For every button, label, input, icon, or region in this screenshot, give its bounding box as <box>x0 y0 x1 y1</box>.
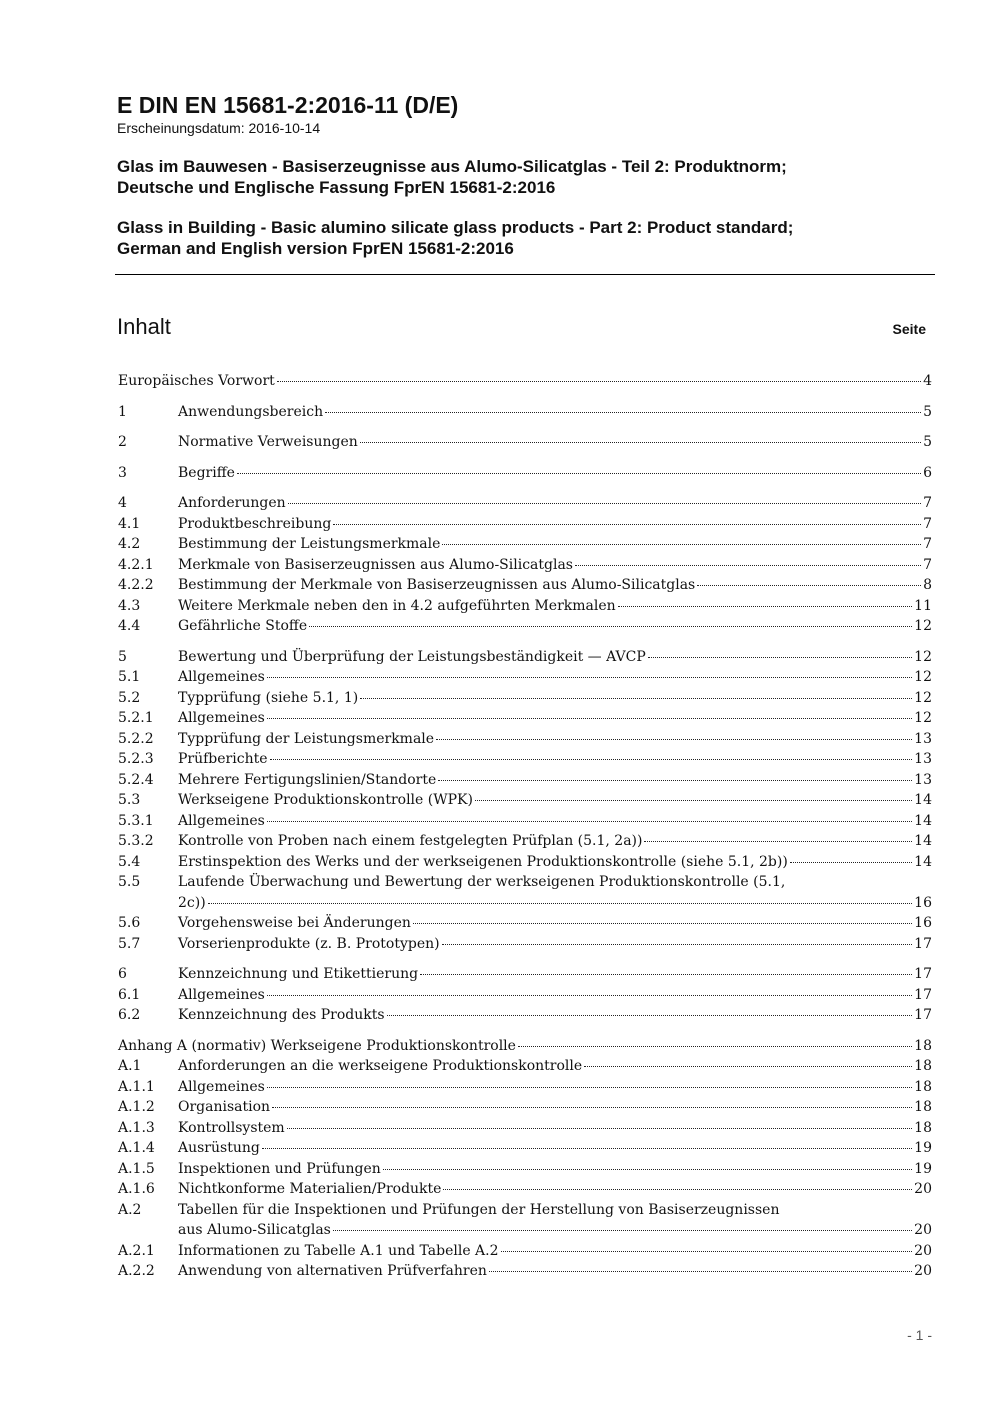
toc-entry[interactable] <box>118 432 932 453</box>
toc-entry-title <box>178 688 932 709</box>
toc-entry[interactable] <box>118 749 932 770</box>
toc-entry[interactable] <box>118 1261 932 1282</box>
toc-entry-title-text: Inspektionen und Prüfungen <box>178 1160 381 1177</box>
toc-entry-title-text: Kennzeichnung und Etikettierung <box>178 966 419 982</box>
toc-entry-title-text: Erstinspektion des Werks und der werkseigenen Produktionskontrolle (siehe 5.1, 2b)) <box>178 853 788 870</box>
toc-entry-title-text: Nichtkonforme Materialien/Produkte <box>178 1181 442 1197</box>
toc-entry-number: A.1.4 <box>118 1140 155 1156</box>
toc-entry-page: 18 <box>914 1119 932 1136</box>
toc-entry-page: 13 <box>914 771 932 788</box>
document-header <box>117 90 934 259</box>
toc-entry-page: 4 <box>923 373 932 389</box>
toc-entry[interactable] <box>118 402 932 423</box>
toc-entry-title-text: Werkseigene Produktionskontrolle (WPK) <box>178 792 473 808</box>
dot-leader <box>518 1046 912 1047</box>
dot-leader <box>267 995 912 996</box>
toc-entry-title <box>178 913 932 934</box>
title-german <box>117 156 934 198</box>
dot-leader <box>360 442 921 443</box>
toc-entry[interactable] <box>118 1005 932 1026</box>
toc-entry-number: 5.2.2 <box>118 730 154 747</box>
toc-entry-number: 4.4 <box>118 618 141 634</box>
toc-entry-number: 5 <box>118 648 127 665</box>
toc-entry[interactable] <box>118 534 932 555</box>
toc-entry[interactable] <box>118 1159 932 1180</box>
dot-leader <box>489 1271 912 1272</box>
toc-entry-title <box>178 1118 932 1139</box>
toc-entry-title-text: Anwendung von alternativen Prüfverfahren <box>178 1263 487 1279</box>
toc-entry[interactable] <box>118 811 932 832</box>
toc-entry-title-text: Allgemeines <box>178 812 265 829</box>
toc-entry-title-text: Kontrollsystem <box>178 1119 285 1136</box>
toc-entry[interactable] <box>118 647 932 668</box>
toc-entry-title <box>178 770 932 791</box>
toc-entry-number: 3 <box>118 464 127 481</box>
dot-leader <box>309 626 912 627</box>
dot-leader <box>267 821 912 822</box>
toc-entry-title <box>178 749 932 770</box>
toc-entry-title-text: Anhang A (normativ) Werkseigene Produktionskontrolle <box>118 1037 516 1054</box>
toc-entry-title-text: Prüfberichte <box>178 751 268 767</box>
toc-entry[interactable] <box>118 1056 932 1077</box>
dot-leader <box>413 923 912 924</box>
dot-leader <box>267 677 912 678</box>
toc-entry-title <box>178 852 932 873</box>
toc-entry-title <box>178 667 932 688</box>
toc-entry-page: 18 <box>914 1099 932 1115</box>
toc-entry-page: 17 <box>914 935 932 952</box>
toc-entry-number: 2 <box>118 434 127 450</box>
toc-entry-title-text: Vorgehensweise bei Änderungen <box>178 915 411 931</box>
toc-entry-title-text: Anforderungen <box>178 495 286 511</box>
dot-leader <box>697 585 921 586</box>
dot-leader <box>644 841 912 842</box>
dot-leader <box>420 974 912 975</box>
toc-entry-title-text: Mehrere Fertigungslinien/Standorte <box>178 771 437 788</box>
dot-leader <box>267 1087 912 1088</box>
toc-heading: Inhalt <box>117 314 171 339</box>
toc-entry-number: 4.2.1 <box>118 556 154 573</box>
toc-entry[interactable] <box>118 1097 932 1118</box>
toc-entry-page: 7 <box>923 556 932 573</box>
toc-entry-title <box>178 708 932 729</box>
toc-entry-title-line-1: Laufende Überwachung und Bewertung der werkseigenen Produktionskontrolle (5.1, <box>178 874 786 890</box>
toc-entry-title-text: Kontrolle von Proben nach einem festgelegten Prüfplan (5.1, 2a)) <box>178 833 643 849</box>
dot-leader <box>288 503 921 504</box>
table-of-contents <box>118 371 932 1282</box>
toc-entry-number: 5.3.1 <box>118 812 154 829</box>
dot-leader <box>272 1107 912 1108</box>
toc-entry-page: 18 <box>914 1037 932 1054</box>
dot-leader <box>270 759 913 760</box>
toc-entry-number: A.1.5 <box>118 1160 155 1177</box>
toc-entry-page: 14 <box>914 853 932 870</box>
toc-entry-page: 20 <box>914 1263 932 1279</box>
toc-entry-title-text: Organisation <box>178 1099 271 1115</box>
toc-entry-title <box>178 811 932 832</box>
toc-entry-number: 4.1 <box>118 515 141 532</box>
toc-entry-page: 7 <box>923 536 932 552</box>
toc-entry-number: A.2.2 <box>118 1263 155 1279</box>
toc-entry-title-text: Bestimmung der Leistungsmerkmale <box>178 536 441 552</box>
toc-entry-number: A.1.6 <box>118 1181 155 1197</box>
toc-entry-title-text: Typprüfung (siehe 5.1, 1) <box>178 689 359 706</box>
toc-entry-title-text: Allgemeines <box>178 669 265 685</box>
toc-entry-number: 5.7 <box>118 935 141 952</box>
toc-entry-number: 4.3 <box>118 597 141 614</box>
toc-entry-page: 13 <box>914 730 932 747</box>
dot-leader <box>208 903 913 904</box>
toc-entry-page: 17 <box>914 1007 932 1023</box>
toc-entry-title-text: Allgemeines <box>178 710 265 726</box>
toc-entry-title <box>178 831 932 852</box>
toc-entry-title-text: Allgemeines <box>178 1078 265 1095</box>
toc-entry-number: 1 <box>118 403 127 420</box>
toc-entry-title <box>178 1241 932 1262</box>
dot-leader <box>618 606 913 607</box>
toc-entry-title <box>178 872 932 913</box>
toc-entry[interactable] <box>118 596 932 617</box>
dot-leader <box>501 1251 913 1252</box>
toc-entry-number: 4.2.2 <box>118 577 154 593</box>
toc-entry-number: 6.1 <box>118 986 141 1003</box>
toc-entry-page: 12 <box>914 648 932 665</box>
dot-leader <box>438 780 912 781</box>
toc-entry-page: 20 <box>914 1242 932 1259</box>
toc-entry-page: 5 <box>923 434 932 450</box>
title-german-line-1: Glas im Bauwesen - Basiserzeugnisse aus Alumo-Silicatglas - Teil 2: Produktnorm; <box>117 157 787 176</box>
toc-entry-page: 20 <box>914 1181 932 1197</box>
toc-entry-title <box>178 616 932 637</box>
dot-leader <box>790 862 912 863</box>
toc-entry-number: A.2 <box>118 1201 142 1218</box>
toc-entry-page: 18 <box>914 1078 932 1095</box>
toc-entry[interactable] <box>118 575 932 596</box>
toc-entry-title <box>178 534 932 555</box>
toc-entry-page: 17 <box>914 966 932 982</box>
toc-entry[interactable] <box>118 371 932 392</box>
toc-entry-title-line-2: 2c)) <box>178 894 206 911</box>
toc-entry-title-text: Anwendungsbereich <box>178 403 324 420</box>
toc-entry-page: 5 <box>923 403 932 420</box>
toc-entry-page: 17 <box>914 986 932 1003</box>
toc-entry-number: A.2.1 <box>118 1242 155 1259</box>
dot-leader <box>475 800 912 801</box>
toc-entry-title <box>178 1077 932 1098</box>
toc-entry-title <box>178 432 932 453</box>
toc-entry-title-text: Anforderungen an die werkseigene Produktionskontrolle <box>178 1058 583 1074</box>
toc-entry[interactable] <box>118 1200 932 1241</box>
toc-entry-title <box>178 934 932 955</box>
toc-entry-number: A.1 <box>118 1058 142 1074</box>
toc-entry-number: A.1.3 <box>118 1119 155 1136</box>
dot-leader <box>325 412 921 413</box>
toc-entry[interactable] <box>118 770 932 791</box>
toc-entry[interactable] <box>118 1179 932 1200</box>
toc-entry-title <box>178 1097 932 1118</box>
toc-entry-title-text: Weitere Merkmale neben den in 4.2 aufgeführten Merkmalen <box>178 597 616 614</box>
toc-entry-number: 6.2 <box>118 1007 141 1023</box>
toc-entry-title-text: Produktbeschreibung <box>178 515 332 532</box>
toc-entry-title <box>178 1200 932 1241</box>
page-number: - 1 - <box>907 1327 932 1343</box>
toc-entry[interactable] <box>118 555 932 576</box>
toc-entry[interactable] <box>118 729 932 750</box>
dot-leader <box>436 739 912 740</box>
toc-entry-title-text: Informationen zu Tabelle A.1 und Tabelle A.2 <box>178 1242 499 1259</box>
toc-entry[interactable] <box>118 852 932 873</box>
toc-entry-number: 5.6 <box>118 915 141 931</box>
toc-entry-page: 18 <box>914 1058 932 1074</box>
toc-entry[interactable] <box>118 831 932 852</box>
dot-leader <box>262 1148 912 1149</box>
toc-entry-page: 6 <box>923 464 932 481</box>
toc-entry-title-text: Gefährliche Stoffe <box>178 618 308 634</box>
toc-entry[interactable] <box>118 463 932 484</box>
header-divider <box>115 274 935 275</box>
toc-entry[interactable] <box>118 934 932 955</box>
title-german-line-2: Deutsche und Englische Fassung FprEN 15681-2:2016 <box>117 178 556 197</box>
toc-entry-page: 19 <box>914 1160 932 1177</box>
toc-entry-page: 16 <box>914 915 932 931</box>
toc-entry-page: 19 <box>914 1140 932 1156</box>
toc-entry-number: 5.3 <box>118 792 141 808</box>
toc-entry-title <box>178 402 932 423</box>
toc-entry-title-text: Begriffe <box>178 464 235 481</box>
toc-entry-page: 14 <box>914 833 932 849</box>
toc-entry[interactable] <box>118 1077 932 1098</box>
toc-entry-title <box>178 729 932 750</box>
toc-entry-number: 5.2.4 <box>118 771 154 788</box>
toc-entry-number: A.1.1 <box>118 1078 155 1095</box>
title-english-line-1: Glass in Building - Basic alumino silicate glass products - Part 2: Product standard; <box>117 218 794 237</box>
toc-entry-title-line-1: Tabellen für die Inspektionen und Prüfungen der Herstellung von Basiserzeugnissen <box>178 1201 780 1218</box>
toc-entry-title <box>178 1138 932 1159</box>
toc-entry-number: 4.2 <box>118 536 141 552</box>
toc-entry-page: 12 <box>914 618 932 634</box>
toc-entry-title-text: Allgemeines <box>178 986 265 1003</box>
toc-entry-title <box>178 493 932 514</box>
toc-entry-number: 5.2.1 <box>118 710 154 726</box>
toc-entry-number: 5.2.3 <box>118 751 154 767</box>
toc-entry-number: 5.2 <box>118 689 141 706</box>
toc-entry[interactable] <box>118 708 932 729</box>
dot-leader <box>443 1189 912 1190</box>
toc-entry-number: 5.5 <box>118 874 141 890</box>
toc-entry[interactable] <box>118 913 932 934</box>
toc-entry-title-text: Vorserienprodukte (z. B. Prototypen) <box>178 935 440 952</box>
toc-entry-page: 12 <box>914 710 932 726</box>
dot-leader <box>584 1066 912 1067</box>
toc-entry-title <box>178 1056 932 1077</box>
dot-leader <box>333 1230 912 1231</box>
dot-leader <box>442 944 913 945</box>
toc-entry-title <box>118 1036 932 1057</box>
toc-entry[interactable] <box>118 1241 932 1262</box>
dot-leader <box>287 1128 912 1129</box>
toc-entry-title-text: Normative Verweisungen <box>178 434 358 450</box>
page-column-label: Seite <box>892 321 926 337</box>
toc-entry[interactable] <box>118 514 932 535</box>
title-english-line-2: German and English version FprEN 15681-2:2016 <box>117 239 514 258</box>
dot-leader <box>383 1169 912 1170</box>
toc-entry-title <box>178 790 932 811</box>
toc-entry-page: 20 <box>914 1222 932 1238</box>
toc-entry[interactable] <box>118 872 932 913</box>
dot-leader <box>333 524 921 525</box>
toc-entry-page: 16 <box>914 894 932 911</box>
toc-entry[interactable] <box>118 1036 932 1057</box>
toc-entry-title <box>178 1179 932 1200</box>
toc-entry-page: 13 <box>914 751 932 767</box>
dot-leader <box>267 718 912 719</box>
toc-entry-page: 14 <box>914 792 932 808</box>
toc-entry-number: 5.3.2 <box>118 833 154 849</box>
toc-entry-page: 8 <box>923 577 932 593</box>
toc-entry[interactable] <box>118 493 932 514</box>
toc-entry[interactable] <box>118 688 932 709</box>
title-english <box>117 217 934 259</box>
toc-entry-page: 12 <box>914 669 932 685</box>
toc-entry-page: 14 <box>914 812 932 829</box>
toc-entry-title <box>118 371 932 392</box>
dot-leader <box>277 381 921 382</box>
toc-entry-page: 12 <box>914 689 932 706</box>
toc-entry-page: 7 <box>923 495 932 511</box>
toc-entry-title <box>178 1159 932 1180</box>
toc-entry-title <box>178 1261 932 1282</box>
issue-date: Erscheinungsdatum: 2016-10-14 <box>117 120 321 136</box>
dot-leader <box>360 698 912 699</box>
toc-entry-page: 11 <box>914 597 932 614</box>
toc-entry[interactable] <box>118 667 932 688</box>
toc-entry-number: 6 <box>118 966 127 982</box>
toc-entry-title <box>178 1005 932 1026</box>
toc-entry-title <box>178 647 932 668</box>
toc-entry-title <box>178 555 932 576</box>
toc-entry-title-text: Typprüfung der Leistungsmerkmale <box>178 730 435 747</box>
toc-entry[interactable] <box>118 790 932 811</box>
toc-entry-title <box>178 596 932 617</box>
toc-entry[interactable] <box>118 616 932 637</box>
toc-entry[interactable] <box>118 964 932 985</box>
toc-entry-title <box>178 964 932 985</box>
document-id: E DIN EN 15681-2:2016-11 (D/E) <box>117 92 459 118</box>
toc-entry-title <box>178 575 932 596</box>
toc-entry[interactable] <box>118 985 932 1006</box>
toc-entry-number: A.1.2 <box>118 1099 155 1115</box>
toc-entry[interactable] <box>118 1118 932 1139</box>
dot-leader <box>442 544 921 545</box>
toc-entry-title-text: Ausrüstung <box>178 1140 260 1156</box>
toc-entry-title-text: Kennzeichnung des Produkts <box>178 1007 385 1023</box>
dot-leader <box>237 473 921 474</box>
toc-entry-title-text: Bestimmung der Merkmale von Basiserzeugnissen aus Alumo-Silicatglas <box>178 577 696 593</box>
toc-entry-title <box>178 985 932 1006</box>
toc-entry-page: 7 <box>923 515 932 532</box>
toc-entry-title <box>178 463 932 484</box>
toc-entry[interactable] <box>118 1138 932 1159</box>
toc-entry-number: 5.1 <box>118 669 141 685</box>
toc-entry-title-line-2: aus Alumo-Silicatglas <box>178 1222 331 1238</box>
toc-entry-title-text: Merkmale von Basiserzeugnissen aus Alumo-Silicatglas <box>178 556 573 573</box>
dot-leader <box>648 657 912 658</box>
toc-entry-number: 5.4 <box>118 853 141 870</box>
dot-leader <box>575 565 921 566</box>
toc-entry-number: 4 <box>118 495 127 511</box>
toc-entry-title <box>178 514 932 535</box>
toc-entry-title-text: Bewertung und Überprüfung der Leistungsbeständigkeit — AVCP <box>178 648 646 665</box>
toc-entry-title-text: Europäisches Vorwort <box>118 373 275 389</box>
dot-leader <box>387 1015 913 1016</box>
